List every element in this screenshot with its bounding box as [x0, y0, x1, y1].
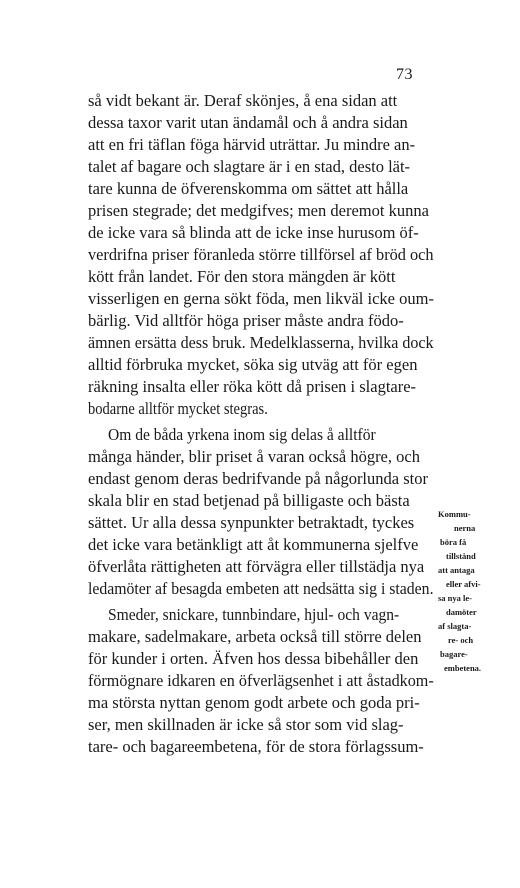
margin-note-line: eller afvi-	[446, 579, 481, 589]
margin-note-line: tillstånd	[446, 551, 476, 561]
body-line: verdrifna priser föranleda större tillförsel af bröd och	[88, 245, 434, 264]
margin-note-line: sa nya le-	[438, 593, 472, 603]
body-line: Om de båda yrkena inom sig delas å alltför	[108, 425, 376, 444]
body-line: det icke vara betänkligt att åt kommunerna sjelfve	[88, 535, 419, 554]
body-line: för kunder i orten. Äfven hos dessa bibehåller den	[88, 649, 419, 668]
body-line: sättet. Ur alla dessa synpunkter betraktadt, tyckes	[88, 513, 415, 532]
body-line: tare- och bagareembetena, för de stora förlagssum-	[88, 737, 424, 756]
margin-note-line: Kommu-	[438, 509, 471, 519]
body-line: dessa taxor varit utan ändamål och å andra sidan	[88, 113, 408, 132]
body-line: de icke vara så blinda att de icke inse hurusom öf-	[88, 223, 419, 242]
body-line: tare kunna de öfverenskomma om sättet att hålla	[88, 179, 409, 198]
body-line: skala blir en stad betjenad på billigaste och bästa	[88, 491, 410, 510]
margin-note-line: att antaga	[438, 565, 475, 575]
body-line: ämnen ersätta dess bruk. Medelklasserna, hvilka dock	[88, 333, 434, 352]
body-line: makare, sadelmakare, arbeta också till större delen	[88, 627, 422, 646]
body-line: ser, men skillnaden är icke så stor som vid slag-	[88, 715, 404, 734]
body-line: Smeder, snickare, tunnbindare, hjul- och vagn-	[108, 605, 400, 624]
body-line: ma största nyttan genom godt arbete och goda pri-	[88, 693, 420, 712]
body-line: visserligen en gerna sökt föda, men likväl icke oum-	[88, 289, 434, 308]
body-line: förmögnare idkaren en öfverlägsenhet i att åstadkom-	[88, 671, 434, 690]
body-line: bodarne alltför mycket stegras.	[88, 399, 268, 418]
body-line: att en fri täflan föga härvid uträttar. Ju mindre an-	[88, 135, 416, 154]
body-line: talet af bagare och slagtare är i en stad, desto lät-	[88, 157, 411, 176]
body-line: räkning insalta eller röka kött då prisen i slagtare-	[88, 377, 417, 396]
body-line: bärlig. Vid alltför höga priser måste andra födo-	[88, 311, 404, 330]
margin-note-line: damöter	[446, 607, 477, 617]
margin-note-line: böra få	[440, 537, 467, 547]
body-line: så vidt bekant är. Deraf skönjes, å ena sidan att	[88, 91, 398, 110]
body-line: kött från landet. För den stora mängden är kött	[88, 267, 396, 286]
margin-note-line: embetena.	[444, 663, 482, 673]
margin-note-line: re- och	[448, 635, 474, 645]
body-line: öfverlåta rättigheten att förvägra eller tillstädja nya	[88, 557, 425, 576]
margin-note-line: af slagta-	[438, 621, 472, 631]
margin-note-line: nerna	[454, 523, 476, 533]
body-line: ledamöter af besagda embeten att nedsätta sig i staden.	[88, 579, 434, 598]
margin-note-line: bagare-	[440, 649, 468, 659]
body-line: många händer, blir priset å varan också högre, och	[88, 447, 420, 466]
body-line: prisen stegrade; det medgifves; men deremot kunna	[88, 201, 429, 220]
body-line: endast genom deras bedrifvande på någorlunda stor	[88, 469, 428, 488]
page-number: 73	[396, 66, 413, 83]
body-line: alltid förbruka mycket, söka sig utväg att för egen	[88, 355, 418, 374]
